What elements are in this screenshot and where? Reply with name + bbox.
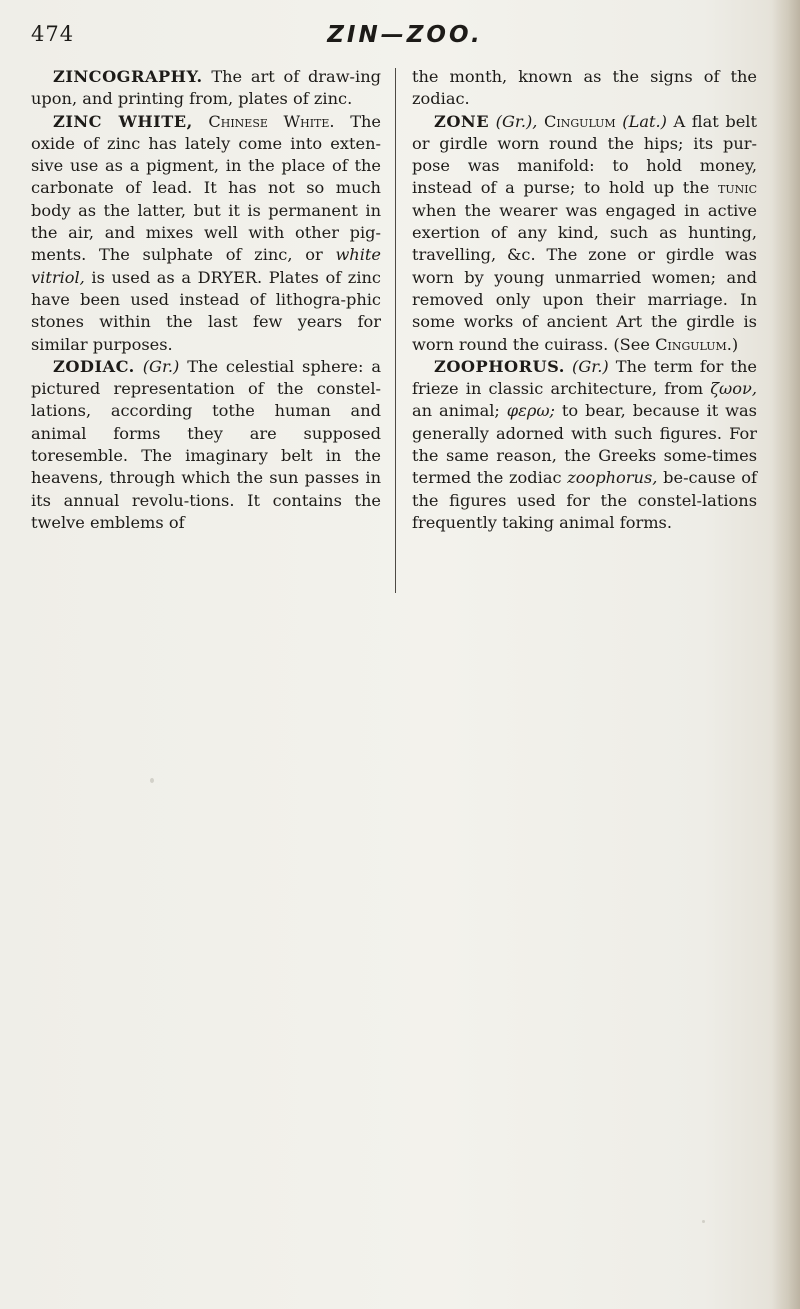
headword-zone: ZONE: [434, 111, 490, 131]
alt-name-chinese-white: Chinese White.: [208, 111, 335, 131]
definition-zincography: The art of draw-ing upon, and printing from, plates of zinc.: [31, 67, 381, 109]
term-white-vitriol: white vitriol,: [31, 245, 381, 287]
origin-zone-latin: (Lat.): [622, 111, 667, 131]
cross-ref-tunic: tunic: [718, 178, 757, 198]
term-zoophorus: zoophorus,: [567, 468, 658, 488]
definition-zone-3: ): [731, 334, 739, 354]
definition-zodiac-continued: the month, known as the signs of the zodiac.: [412, 67, 757, 109]
definition-zone-1: A flat belt or girdle worn round the hips; its pur-pose was manifold: to hold money, instead of a purse; to hold up the: [412, 111, 757, 198]
cross-ref-cingulum: Cingulum.: [655, 334, 732, 354]
entry-zodiac: [31, 356, 381, 534]
headword-zodiac: ZODIAC.: [53, 356, 135, 376]
ink-speck: [236, 370, 239, 373]
entry-zodiac-continued: [412, 66, 757, 111]
headword-zinc-white: ZINC WHITE,: [53, 111, 193, 131]
definition-zinc-white-2: is used as a: [91, 267, 191, 287]
headword-zincography: ZINCOGRAPHY.: [53, 67, 203, 86]
definition-zoophorus-3: to bear, because it was generally adorned with such figures. For the same reason, the Greeks some-times termed the zodiac: [412, 401, 757, 488]
greek-word-zoon: ζωον,: [710, 379, 757, 399]
definition-zoophorus-2: an animal;: [412, 401, 500, 421]
definition-zinc-white-1: The oxide of zinc has lately come into exten-sive use as a pigment, in the place of the carbonate of lead. It has not so much body as the latter, but it is permanent in the air, and mixes well with other pig-ments. The sulphate of zinc, or: [31, 111, 381, 265]
entry-zincography: [31, 66, 381, 111]
running-head: ZIN—ZOO.: [327, 22, 483, 48]
ink-speck: [150, 778, 154, 783]
ink-speck: [702, 1220, 705, 1223]
page-header: [0, 22, 800, 52]
column-divider: [395, 68, 396, 593]
origin-zone-greek: (Gr.),: [495, 111, 538, 131]
definition-zoophorus-4: be-cause of the figures used for the constel-lations frequently taking animal forms.: [412, 468, 757, 532]
definition-zodiac: The celestial sphere: a pictured representation of the constel-lations, according tothe human and animal forms they are supposed toresemble. The imaginary belt in the heavens, through which the sun passes in its annual revolu-tions. It contains the twelve emblems of: [31, 356, 381, 532]
headword-zoophorus: ZOOPHORUS.: [434, 356, 565, 376]
cross-ref-dryer: DRYER.: [197, 267, 263, 287]
page-edge-shadow: [772, 0, 800, 1309]
definition-zinc-white-3: Plates of zinc have been used instead of lithogra-phic stones within the last few years for similar purposes.: [31, 267, 381, 354]
right-column: [412, 66, 757, 534]
origin-zodiac: (Gr.): [142, 356, 180, 376]
entry-zone: [412, 111, 757, 356]
left-column: [31, 66, 381, 534]
page-number: 474: [31, 22, 75, 46]
entry-zoophorus: [412, 356, 757, 534]
greek-word-phero: φερω;: [506, 401, 555, 421]
entry-zinc-white: [31, 111, 381, 356]
definition-zoophorus-1: The term for the frieze in classic architecture, from: [412, 356, 757, 399]
origin-zoophorus: (Gr.): [572, 356, 609, 376]
latin-name-cingulum: Cingulum: [544, 111, 616, 131]
definition-zone-2: when the wearer was engaged in active exertion of any kind, such as hunting, travelling, &c. The zone or girdle was worn by young unmarried women; and removed only upon their marriage. In some works of ancient Art the girdle is worn round the cuirass. (See: [412, 200, 757, 354]
